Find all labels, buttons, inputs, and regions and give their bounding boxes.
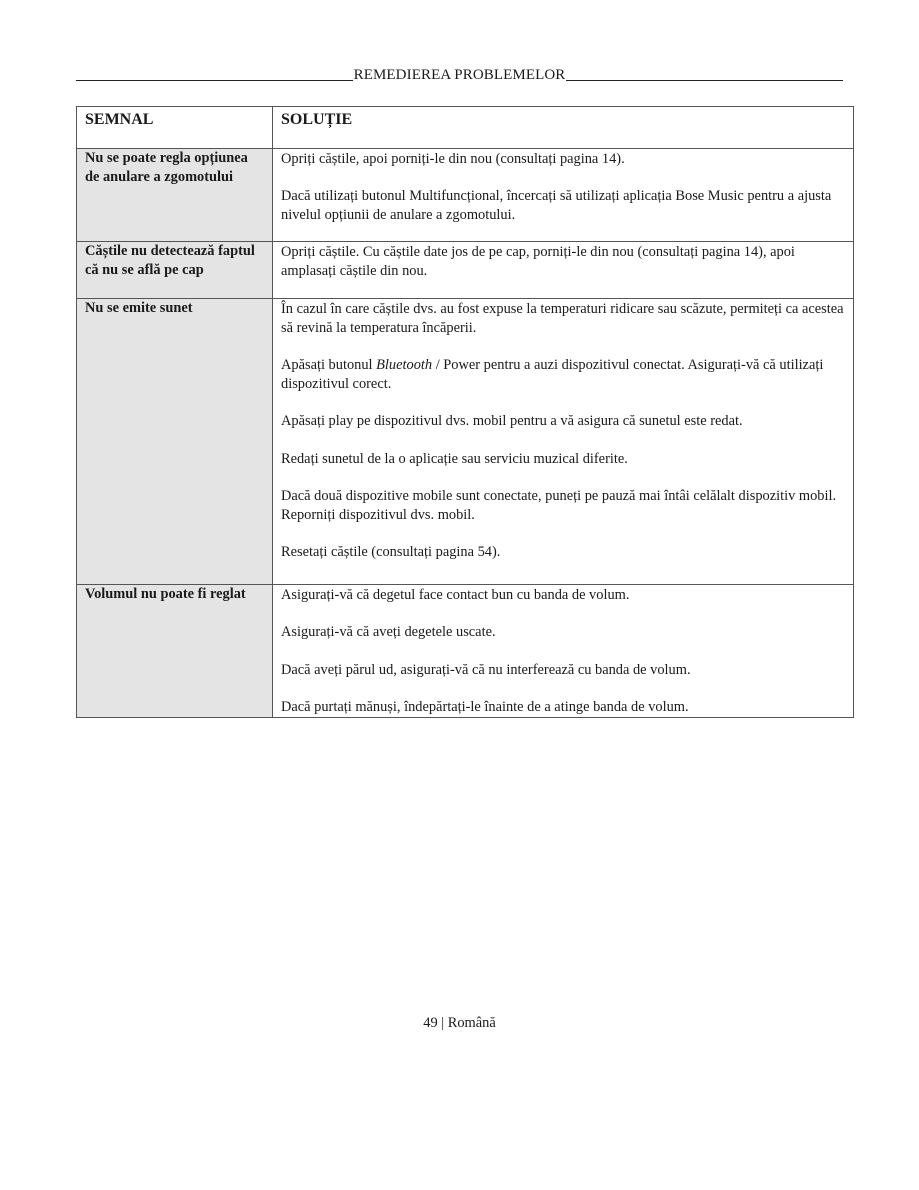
solution-text: Dacă aveți părul ud, asigurați-vă că nu interferează cu banda de volum. (281, 661, 691, 678)
solution-text: Dacă utilizați butonul Multifuncțional, încercați să utilizați aplicația Bose Music pentru a ajusta nivelul opțiunii de anulare a zgomotului. (281, 188, 832, 224)
page-number: 49 (423, 1015, 438, 1031)
signal-cell (77, 149, 273, 242)
solution-text: Reporniți dispozitivul dvs. mobil. (281, 506, 475, 523)
solution-text: Opriți căștile, apoi porniți-le din nou (consultați pagina 14). (281, 151, 625, 167)
solution-text: Resetați căștile (consultați pagina 54). (281, 544, 501, 561)
solution-text: Apăsați play pe dispozitivul dvs. mobil pentru a vă asigura că sunetul este redat. (281, 413, 743, 430)
column-header-solution: SOLUȚIE (273, 107, 854, 149)
footer-language: Română (447, 1015, 496, 1031)
header-title: REMEDIEREA PROBLEMELOR (353, 67, 566, 83)
solution-cell (273, 299, 854, 585)
solution-cell (273, 585, 854, 718)
page-footer (0, 1014, 919, 1032)
table-row (77, 299, 854, 585)
signal-text: Volumul nu poate fi reglat (85, 586, 246, 602)
signal-text: Nu se poate regla opțiunea de anulare a zgomotului (85, 150, 248, 185)
solution-text: Asigurați-vă că degetul face contact bun cu banda de volum. (281, 587, 630, 603)
solution-text: Dacă două dispozitive mobile sunt conectate, puneți pe pauză mai întâi celălalt dispozitiv mobil. (281, 487, 837, 504)
solution-cell (273, 149, 854, 242)
solution-text: Asigurați-vă că aveți degetele uscate. (281, 624, 496, 641)
signal-text: Nu se emite sunet (85, 300, 193, 316)
solution-text: Dacă purtați mănuși, îndepărtați-le înainte de a atinge banda de volum. (281, 699, 689, 716)
header-rule-left (76, 80, 353, 81)
solution-text: Apăsați butonul Bluetooth / Power pentru a auzi dispozitivul conectat. Asigurați-vă că utilizați dispozitivul corect. (281, 357, 824, 392)
signal-cell (77, 585, 273, 718)
page-header (76, 66, 843, 84)
table-header-row (77, 107, 854, 149)
header-rule-right (566, 80, 843, 81)
solution-text: Opriți căștile. Cu căștile date jos de pe cap, porniți-le din nou (consultați pagina 14), apoi amplasați căștile din nou. (281, 244, 795, 279)
solution-cell (273, 242, 854, 299)
signal-text: Căștile nu detectează faptul că nu se află pe cap (85, 243, 255, 278)
solution-text: În cazul în care căștile dvs. au fost expuse la temperaturi ridicare sau scăzute, permiteți ca acestea să revină la temperatura încăperii. (281, 301, 844, 336)
solution-text: Redați sunetul de la o aplicație sau serviciu muzical diferite. (281, 450, 628, 467)
table-row (77, 242, 854, 299)
signal-cell (77, 242, 273, 299)
table-row (77, 585, 854, 718)
table-row (77, 149, 854, 242)
bluetooth-term: Bluetooth (376, 357, 433, 374)
column-header-signal: SEMNAL (77, 107, 273, 149)
troubleshooting-table (76, 106, 854, 718)
footer-separator: | (441, 1015, 445, 1031)
signal-cell (77, 299, 273, 585)
